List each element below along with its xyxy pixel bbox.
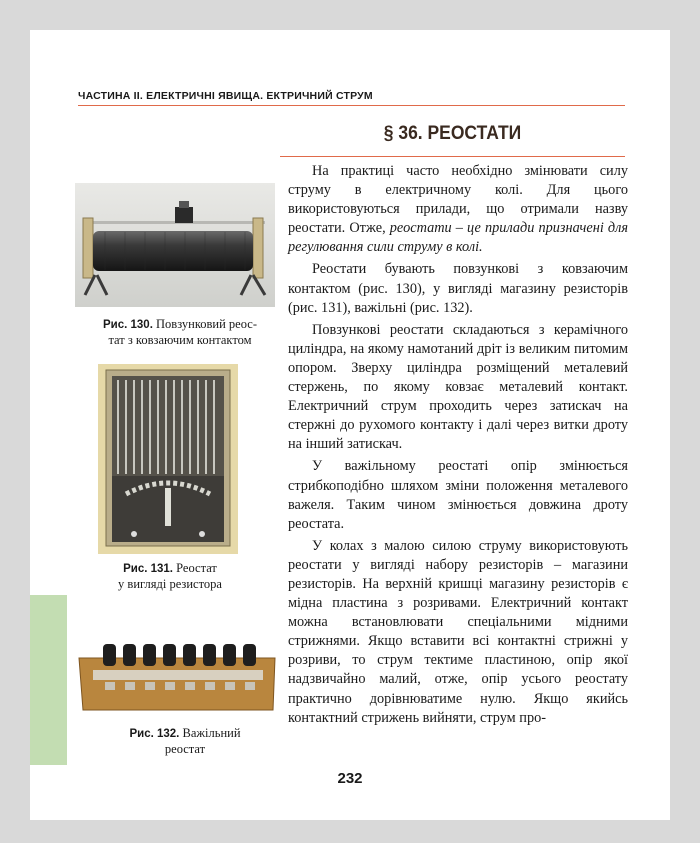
margin-color-strip <box>30 595 67 765</box>
figure-131-label: Рис. 131. <box>123 563 174 575</box>
page-number: 232 <box>337 770 363 787</box>
figure-130-slider-rheostat <box>75 183 275 307</box>
title-rule <box>280 156 625 157</box>
paragraph-1: На практиці часто необхідно змінювати силу струму в електричному колі. Для цього використовуються прилади, що отримали назву реостати. Отже, реостати – це прилади призначені для регулювання сили струму в колі. <box>288 163 628 256</box>
figure-130-label: Рис. 130. <box>102 319 153 331</box>
figure-132-caption: Рис. 132. Важільний реостат <box>129 726 241 756</box>
figure-130-caption: Рис. 130. Повзунковий реос- тат з ковзаючим контактом <box>102 317 257 347</box>
figure-131-resistor-box <box>98 364 238 554</box>
book-page <box>30 30 670 820</box>
header-rule <box>78 105 625 106</box>
figure-132-lever-rheostat <box>75 630 280 720</box>
paragraph-5: У колах з малою силою струму використовують реостати у вигляді набору резисторів – магазини резисторів. На верхній кришці магазину резисторів є мідна пластина з розривами. Електричний контакт можна встановлювати спеціальними мідними стрижнями. Якщо вставити всі контактні стрижні у розриви, то струм тектиме пластиною, опір якої надзвичайно малий, отже, опір усього реостату практично дорівнюватиме нулю. Якщо якийсь контактний стрижень вийняти, струм про- <box>288 537 628 726</box>
paragraph-2: Реостати бувають повзункові з ковзаючим контактом (рис. 130), у вигляді магазину резисторів (рис. 131), важільні (рис. 132). <box>288 261 628 316</box>
definition-italic: реостати – це прилади призначені для регулювання сили струму в колі. <box>288 220 628 256</box>
paragraph-4: У важільному реостаті опір змінюється стрибкоподібно шляхом зміни положення металевого важеля. Таким чином змінюється довжина дроту реостата. <box>288 458 628 532</box>
section-title: § 36. РЕОСТАТИ <box>383 123 522 144</box>
figure-131-caption: Рис. 131. Реостат у вигляді резистора <box>118 561 222 591</box>
figure-132-label: Рис. 132. <box>129 728 180 740</box>
body-text <box>288 162 628 731</box>
running-head: ЧАСТИНА ІІ. ЕЛЕКТРИЧНІ ЯВИЩА. ЕКТРИЧНИЙ СТРУМ <box>78 90 373 102</box>
paragraph-3: Повзункові реостати складаються з керамічного циліндра, на якому намотаний дріт із великим питомим опором. Зверху циліндра розміщений металевий стержень, по якому ковзає металевий контакт. Електричний струм проходить через затискач на стержні до рухомого контакту і далі через витки дроту на інший затискач. <box>288 321 628 453</box>
